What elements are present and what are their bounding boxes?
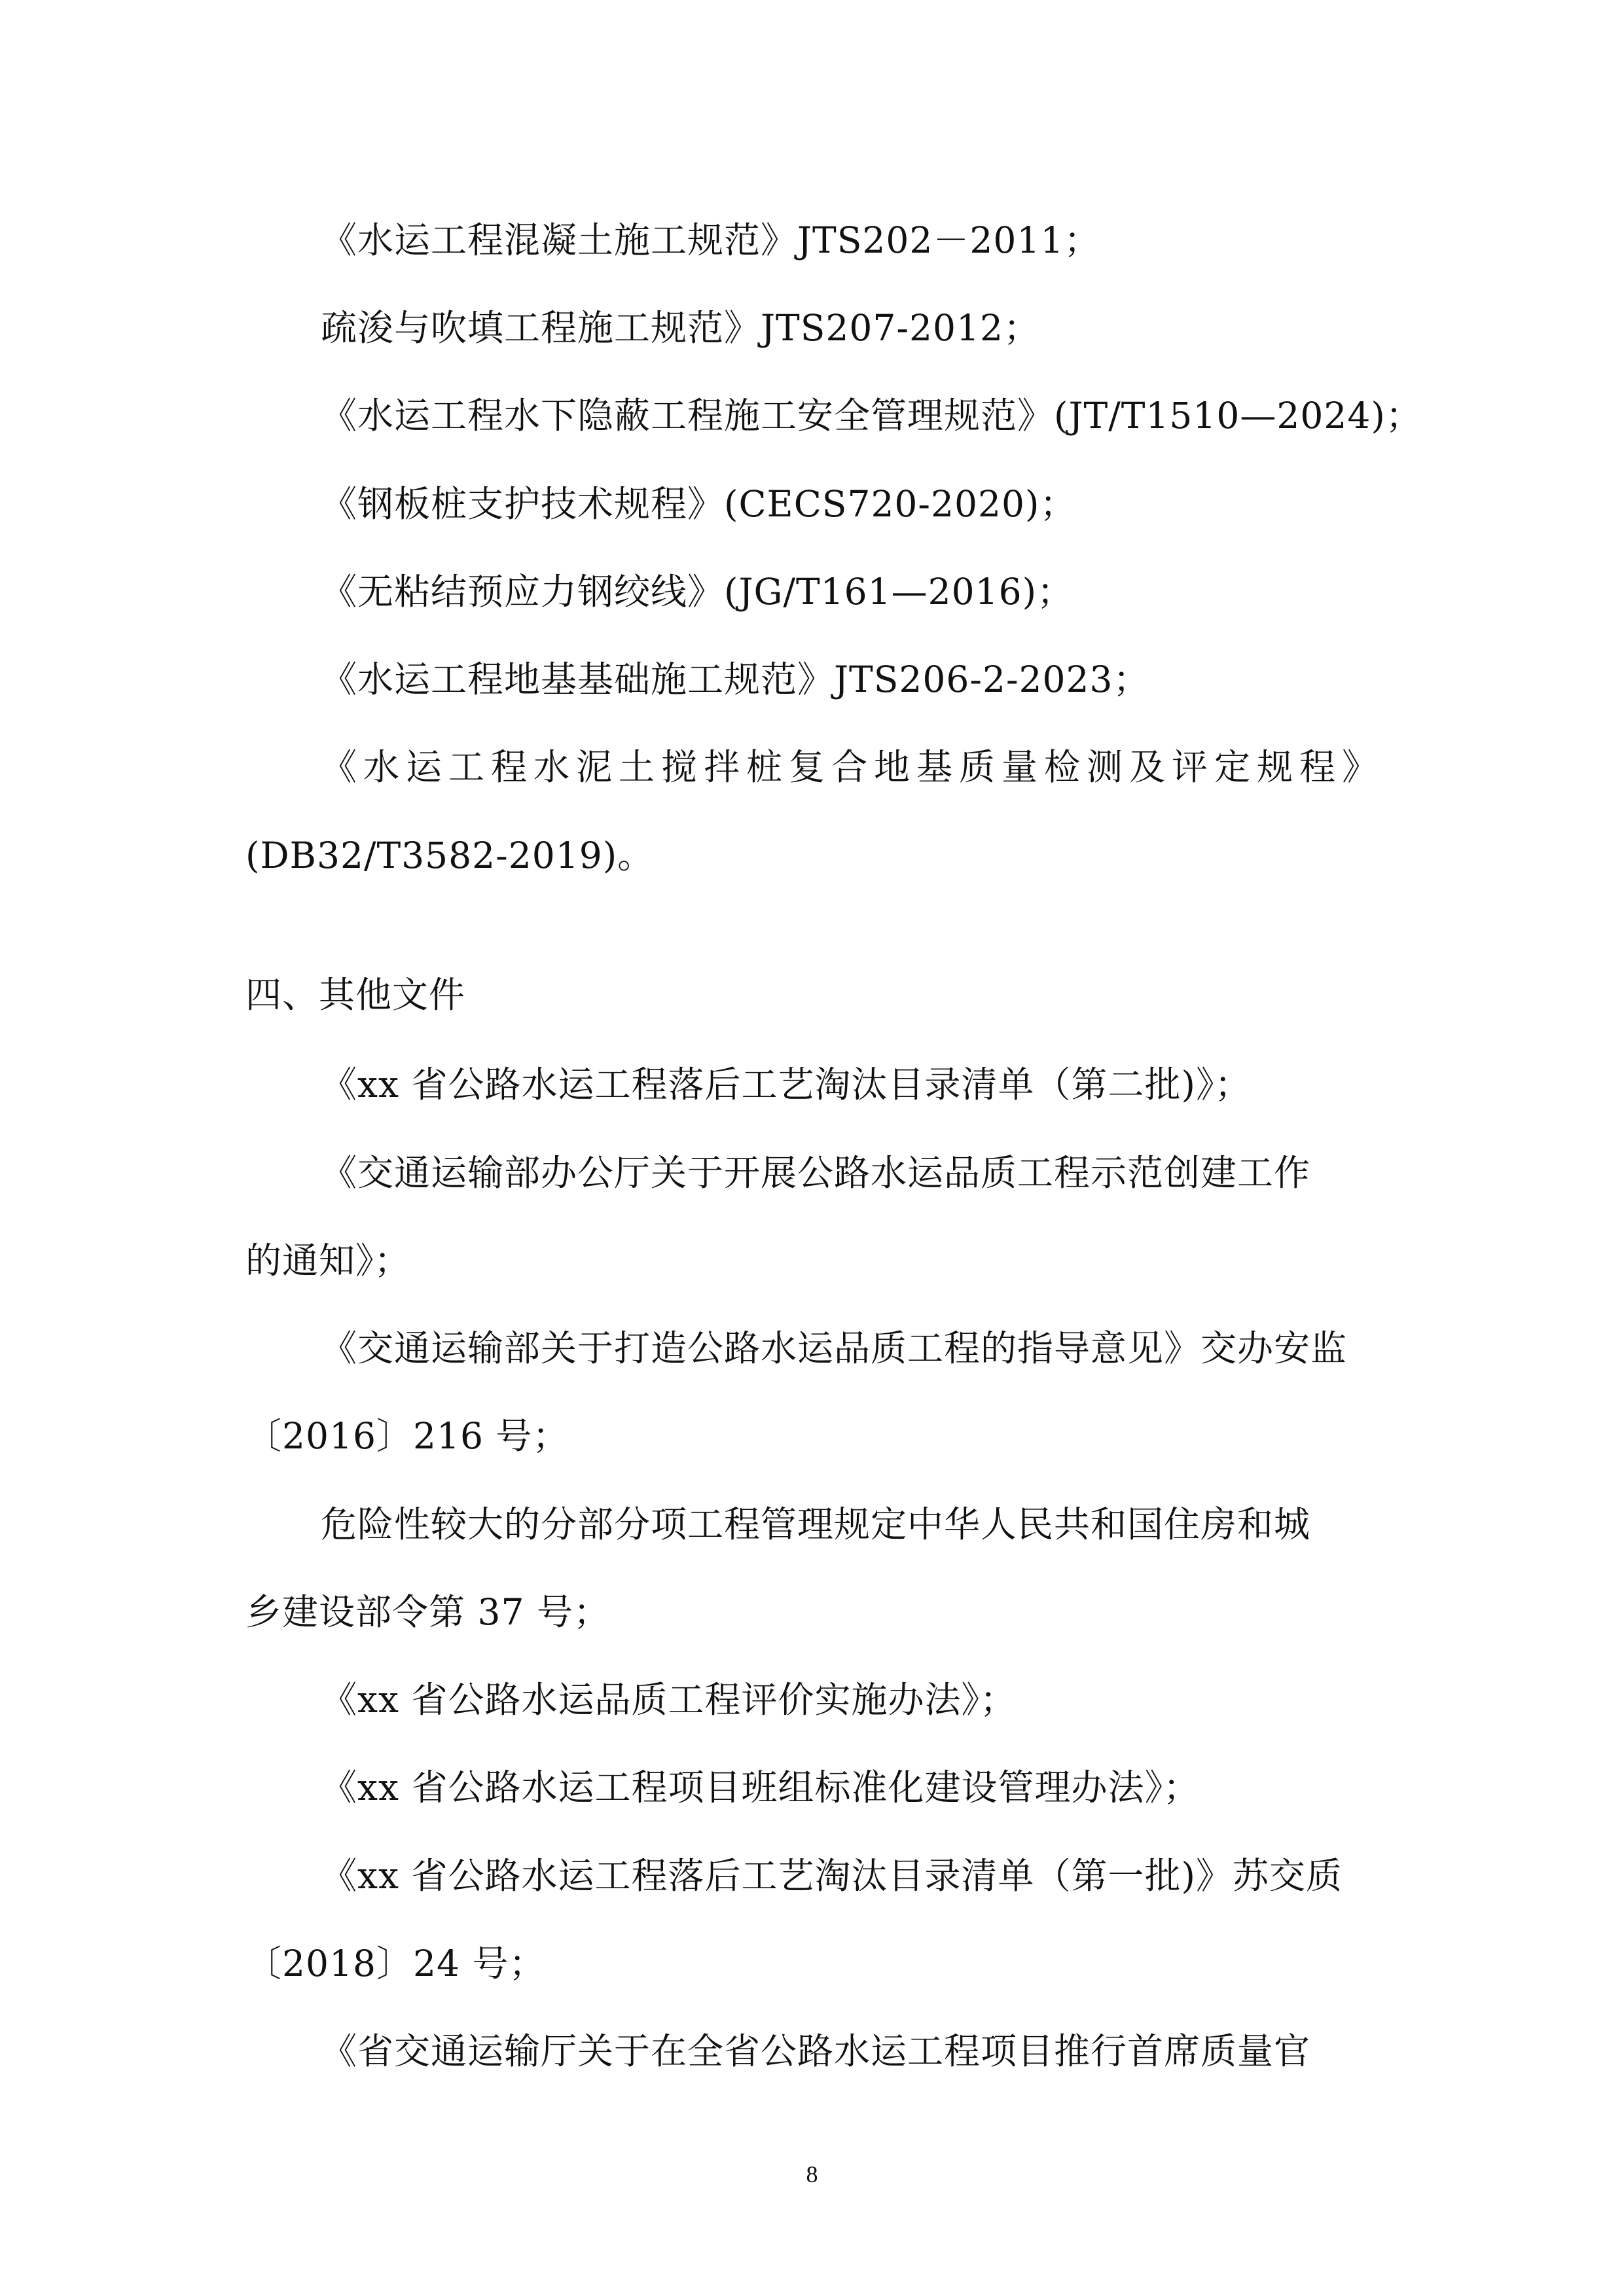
paragraph-line: 《水运工程水泥土搅拌桩复合地基质量检测及评定规程》 — [321, 746, 1385, 788]
paragraph-line: 乡建设部令第 37 号； — [245, 1591, 610, 1633]
page-number: 8 — [806, 2161, 818, 2187]
paragraph-line: 《交通运输部办公厅关于开展公路水运品质工程示范创建工作 — [321, 1152, 1311, 1194]
paragraph-line: 《钢板桩支护技术规程》(CECS720-2020)； — [321, 483, 1077, 525]
paragraph-line: 《无粘结预应力钢绞线》(JG/T161—2016)； — [321, 571, 1074, 613]
paragraph-line: 疏浚与吹填工程施工规范》JTS207-2012； — [321, 307, 1040, 349]
paragraph-line: 《交通运输部关于打造公路水运品质工程的指导意见》交办安监 — [321, 1327, 1348, 1369]
paragraph-line: 《水运工程混凝土施工规范》JTS202－2011； — [321, 219, 1101, 261]
paragraph-line: 《xx 省公路水运工程项目班组标准化建设管理办法》； — [321, 1767, 1200, 1808]
paragraph-line: 《省交通运输厅关于在全省公路水运工程项目推行首席质量官 — [321, 2030, 1311, 2072]
paragraph-line: 《xx 省公路水运工程落后工艺淘汰目录清单（第一批)》苏交质 — [321, 1855, 1343, 1897]
paragraph-line: (DB32/T3582-2019)。 — [245, 834, 655, 876]
paragraph-line: 《xx 省公路水运品质工程评价实施办法》； — [321, 1679, 1017, 1721]
paragraph-line: 《水运工程水下隐蔽工程施工安全管理规范》(JT/T1510—2024)； — [321, 395, 1422, 437]
paragraph-line: 的通知》； — [245, 1240, 411, 1282]
paragraph-line: 《水运工程地基基础施工规范》JTS206-2-2023； — [321, 658, 1150, 700]
paragraph-line: 《xx 省公路水运工程落后工艺淘汰目录清单（第二批)》； — [321, 1064, 1252, 1105]
paragraph-line: 危险性较大的分部分项工程管理规定中华人民共和国住房和城 — [321, 1503, 1311, 1545]
section-heading: 四、其他文件 — [245, 974, 466, 1016]
paragraph-line: 〔2016〕216 号； — [245, 1415, 569, 1457]
paragraph-line: 〔2018〕24 号； — [245, 1943, 546, 1984]
